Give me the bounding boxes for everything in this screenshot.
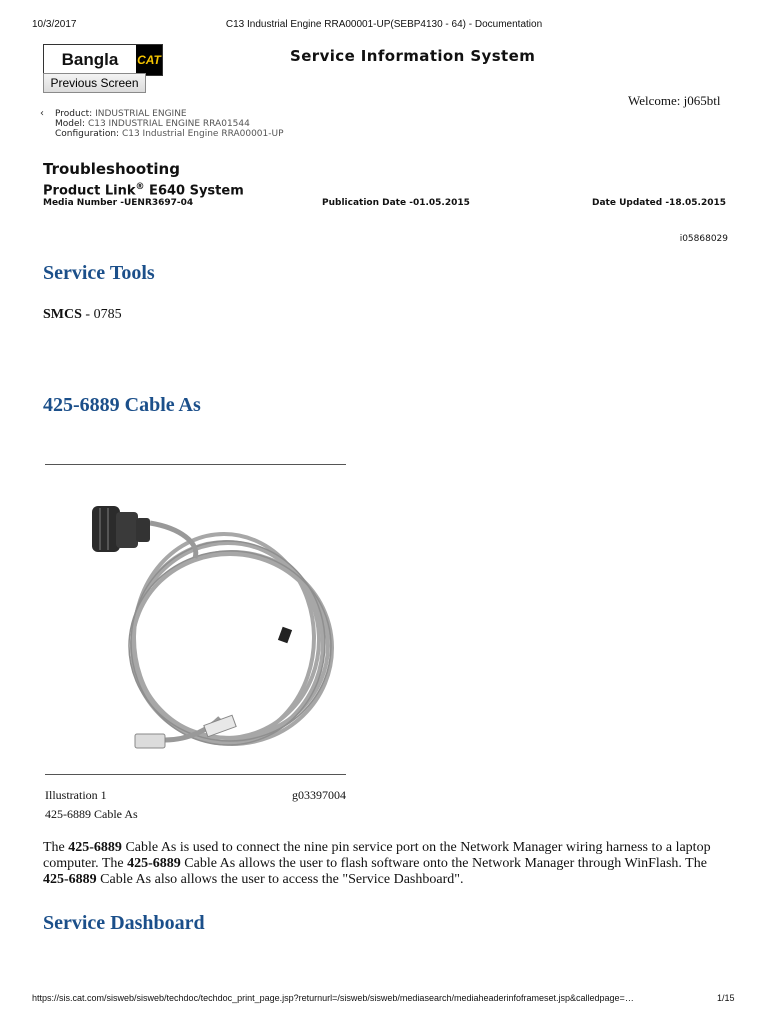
title-rest: E640 System (144, 183, 244, 199)
para-text-2: Cable As is used to connect the nine pin service port on the Network Manager wiring harness to a laptop computer. The (43, 840, 711, 871)
bangla-cat-logo (43, 44, 163, 76)
registered-mark: ® (135, 182, 145, 192)
date-updated: Date Updated -18.05.2015 (591, 198, 726, 208)
category-heading: Troubleshooting (43, 160, 180, 178)
chevron-left-icon[interactable]: ‹ (40, 108, 44, 119)
connector-shape (92, 506, 150, 552)
smcs-value: - 0785 (81, 307, 122, 322)
configuration-value: C13 Industrial Engine RRA00001-UP (121, 129, 284, 139)
smcs-line (43, 307, 122, 323)
page-number: 1/15 (717, 993, 735, 1003)
part-number-1: 425-6889 (68, 840, 122, 855)
cable-heading: 425-6889 Cable As (43, 394, 201, 416)
previous-screen-button[interactable]: Previous Screen (43, 73, 146, 93)
model-label: Model: (55, 119, 86, 129)
document-title (43, 182, 244, 198)
print-title: C13 Industrial Engine RRA00001-UP(SEBP4130 - 64) - Documentation (225, 19, 543, 30)
print-date: 10/3/2017 (32, 19, 77, 30)
print-url: https://sis.cat.com/sisweb/sisweb/techdoc/techdoc_print_page.jsp?returnurl=/sisweb/sisweb/mediasearch/mediaheaderinfoframeset.jsp&calledpage=… (32, 993, 634, 1003)
configuration-label: Configuration: (55, 129, 120, 139)
model-value: C13 INDUSTRIAL ENGINE RRA01544 (87, 119, 250, 129)
cat-logo-mark: CAT (136, 45, 162, 75)
illustration-top-rule (45, 464, 346, 465)
media-number: Media Number -UENR3697-04 (43, 198, 194, 208)
document-id: i05868029 (679, 234, 728, 244)
illustration-code: g03397004 (292, 788, 346, 802)
product-value: INDUSTRIAL ENGINE (95, 109, 187, 119)
service-tools-heading: Service Tools (43, 262, 155, 284)
product-info (40, 108, 284, 139)
product-label: Product: (55, 109, 93, 119)
smcs-label: SMCS (43, 307, 82, 322)
illustration-caption: 425-6889 Cable As (45, 807, 138, 821)
para-text-3: Cable As allows the user to flash software onto the Network Manager through WinFlash. The (180, 856, 707, 871)
system-title: Service Information System (290, 47, 536, 65)
para-text-4: Cable As also allows the user to access the "Service Dashboard". (96, 872, 464, 887)
logo-text: Bangla (44, 45, 136, 75)
para-text-1: The (43, 840, 69, 855)
part-number-3: 425-6889 (43, 872, 97, 887)
cable-description-paragraph (43, 840, 733, 888)
welcome-text: Welcome: j065btl (628, 93, 721, 108)
service-dashboard-heading: Service Dashboard (43, 912, 205, 934)
illustration-label: Illustration 1 (45, 788, 107, 802)
cable-illustration (70, 488, 340, 768)
publication-date: Publication Date -01.05.2015 (322, 198, 470, 208)
part-number-2: 425-6889 (127, 856, 181, 871)
illustration-bottom-rule (45, 774, 346, 775)
title-main: Product Link (43, 183, 136, 199)
